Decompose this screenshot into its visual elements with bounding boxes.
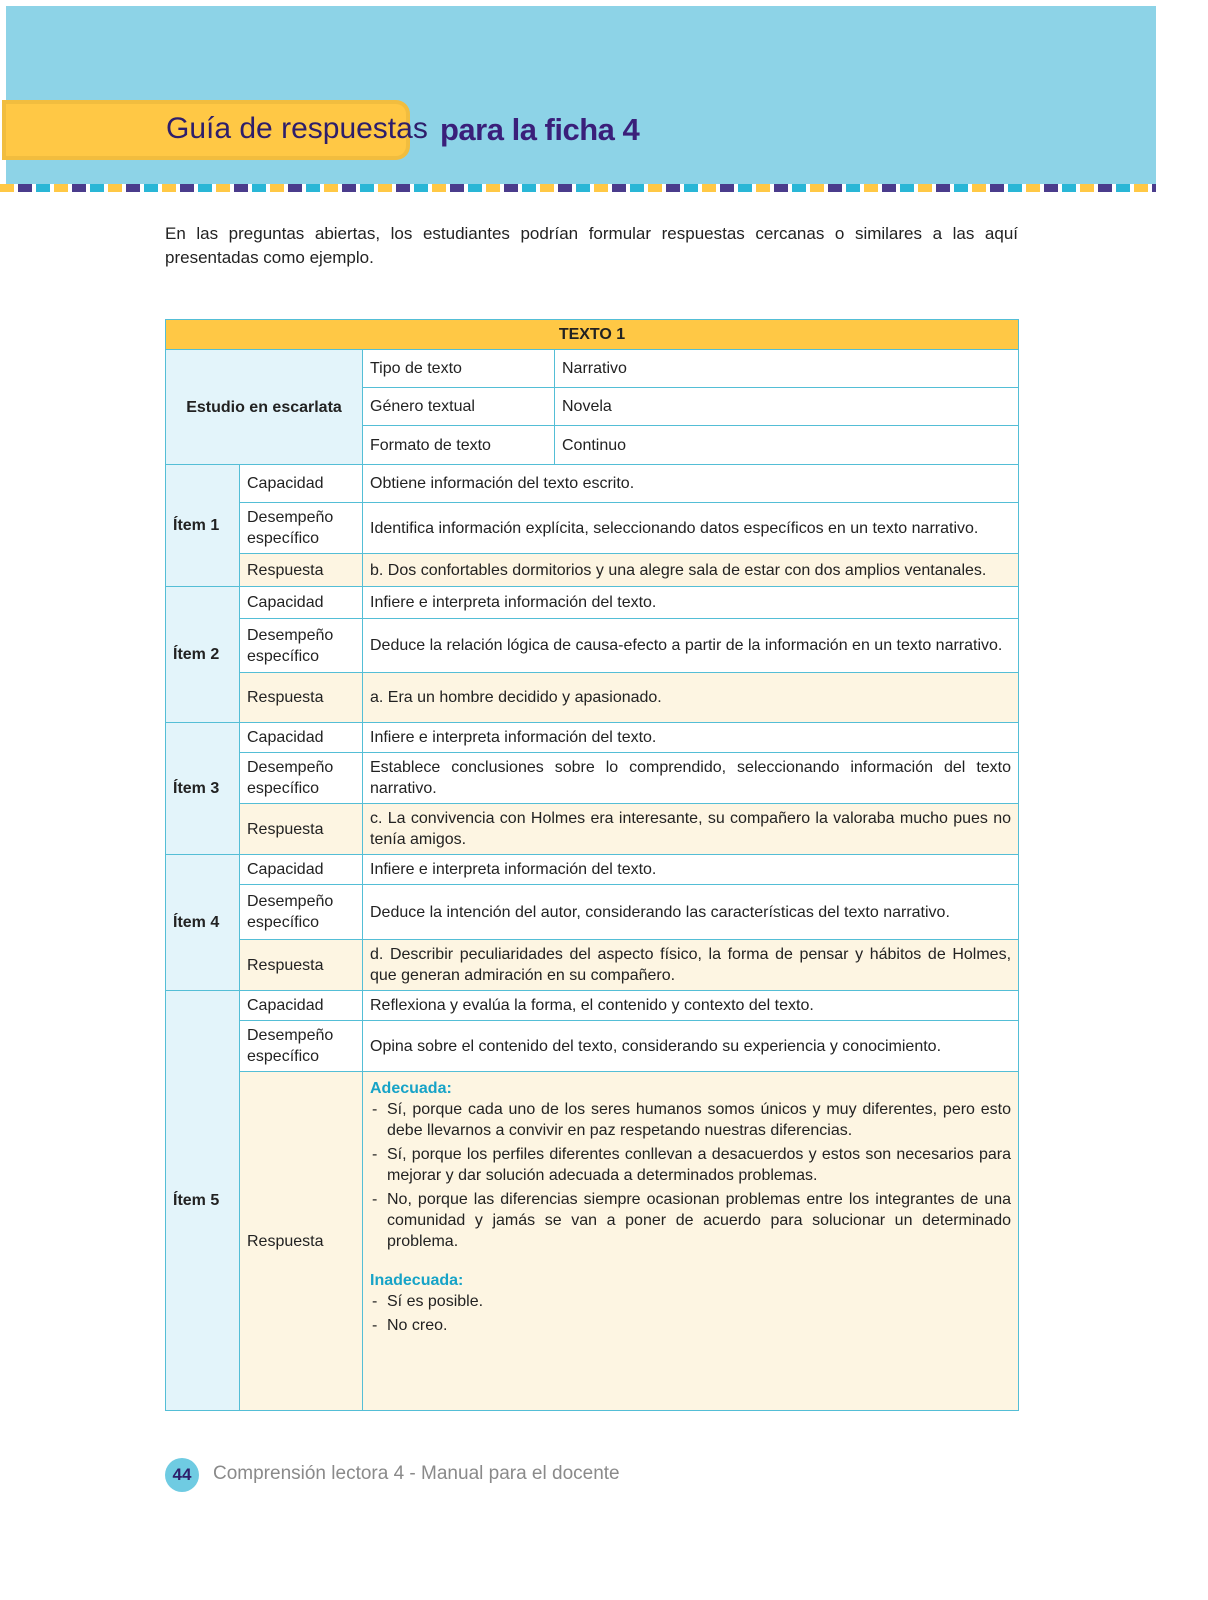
adequate-heading: Adecuada: <box>370 1080 452 1097</box>
answer-label: Respuesta <box>240 673 363 723</box>
property-value: Narrativo <box>555 350 1019 388</box>
answer-value: b. Dos confortables dormitorios y una alegre sala de estar con dos amplios ventanales. <box>363 554 1019 587</box>
answer-value <box>363 1072 1019 1411</box>
list-item: - Sí es posible. <box>370 1291 1011 1312</box>
property-label: Tipo de texto <box>363 350 555 388</box>
capacity-value: Infiere e interpreta información del texto. <box>363 587 1019 619</box>
text-title: Estudio en escarlata <box>166 350 363 465</box>
answer-guide-table <box>165 319 1019 1411</box>
performance-label: Desempeño específico <box>240 619 363 673</box>
capacity-value: Infiere e interpreta información del texto. <box>363 855 1019 885</box>
performance-value: Deduce la relación lógica de causa-efecto a partir de la información en un texto narrativo. <box>363 619 1019 673</box>
inadequate-heading: Inadecuada: <box>370 1272 464 1289</box>
answer-label: Respuesta <box>240 804 363 855</box>
table-heading: TEXTO 1 <box>166 320 1019 350</box>
property-label: Género textual <box>363 388 555 426</box>
performance-label: Desempeño específico <box>240 753 363 804</box>
capacity-label: Capacidad <box>240 991 363 1021</box>
list-item: - Sí, porque los perfiles diferentes conllevan a desacuerdos y estos son necesarios para mejorar y dar solución adecuada a determinados problemas. <box>370 1144 1011 1186</box>
capacity-label: Capacidad <box>240 587 363 619</box>
page-number-badge: 44 <box>165 1458 199 1492</box>
list-item: - No, porque las diferencias siempre ocasionan problemas entre los integrantes de una comunidad y jamás se van a poner de acuerdo para solucionar un determinado problema. <box>370 1189 1011 1252</box>
decorative-stripe <box>0 184 1156 192</box>
property-value: Continuo <box>555 426 1019 465</box>
capacity-label: Capacidad <box>240 855 363 885</box>
intro-paragraph: En las preguntas abiertas, los estudiantes podrían formular respuestas cercanas o similares a las aquí presentadas como ejemplo. <box>165 224 1018 267</box>
item-label: Ítem 3 <box>166 723 240 855</box>
item-label: Ítem 1 <box>166 465 240 587</box>
property-value: Novela <box>555 388 1019 426</box>
item-label: Ítem 4 <box>166 855 240 991</box>
list-item: - Sí, porque cada uno de los seres humanos somos únicos y muy diferentes, pero esto debe llevarnos a convivir en paz respetando nuestras diferencias. <box>370 1099 1011 1141</box>
answer-label: Respuesta <box>240 940 363 991</box>
answer-value: a. Era un hombre decidido y apasionado. <box>363 673 1019 723</box>
page-title: Guía de respuestas <box>166 112 428 145</box>
answer-label: Respuesta <box>240 1072 363 1411</box>
capacity-label: Capacidad <box>240 465 363 503</box>
page-subtitle: para la ficha 4 <box>440 112 640 147</box>
list-item: - No creo. <box>370 1315 1011 1336</box>
capacity-value: Obtiene información del texto escrito. <box>363 465 1019 503</box>
performance-label: Desempeño específico <box>240 503 363 554</box>
performance-label: Desempeño específico <box>240 885 363 940</box>
capacity-value: Infiere e interpreta información del texto. <box>363 723 1019 753</box>
answer-label: Respuesta <box>240 554 363 587</box>
footer-text: Comprensión lectora 4 - Manual para el docente <box>213 1463 620 1484</box>
property-label: Formato de texto <box>363 426 555 465</box>
performance-value: Identifica información explícita, seleccionando datos específicos en un texto narrativo. <box>363 503 1019 554</box>
performance-value: Deduce la intención del autor, considerando las características del texto narrativo. <box>363 885 1019 940</box>
adequate-list <box>370 1099 1011 1252</box>
answer-value: d. Describir peculiaridades del aspecto físico, la forma de pensar y hábitos de Holmes, que generan admiración en su compañero. <box>363 940 1019 991</box>
item-label: Ítem 5 <box>166 991 240 1411</box>
answer-value: c. La convivencia con Holmes era interesante, su compañero la valoraba mucho pues no tenía amigos. <box>363 804 1019 855</box>
performance-label: Desempeño específico <box>240 1021 363 1072</box>
capacity-label: Capacidad <box>240 723 363 753</box>
performance-value: Opina sobre el contenido del texto, considerando su experiencia y conocimiento. <box>363 1021 1019 1072</box>
header-banner <box>6 6 1156 186</box>
item-label: Ítem 2 <box>166 587 240 723</box>
performance-value: Establece conclusiones sobre lo comprendido, seleccionando información del texto narrativo. <box>363 753 1019 804</box>
capacity-value: Reflexiona y evalúa la forma, el contenido y contexto del texto. <box>363 991 1019 1021</box>
inadequate-list <box>370 1291 1011 1336</box>
